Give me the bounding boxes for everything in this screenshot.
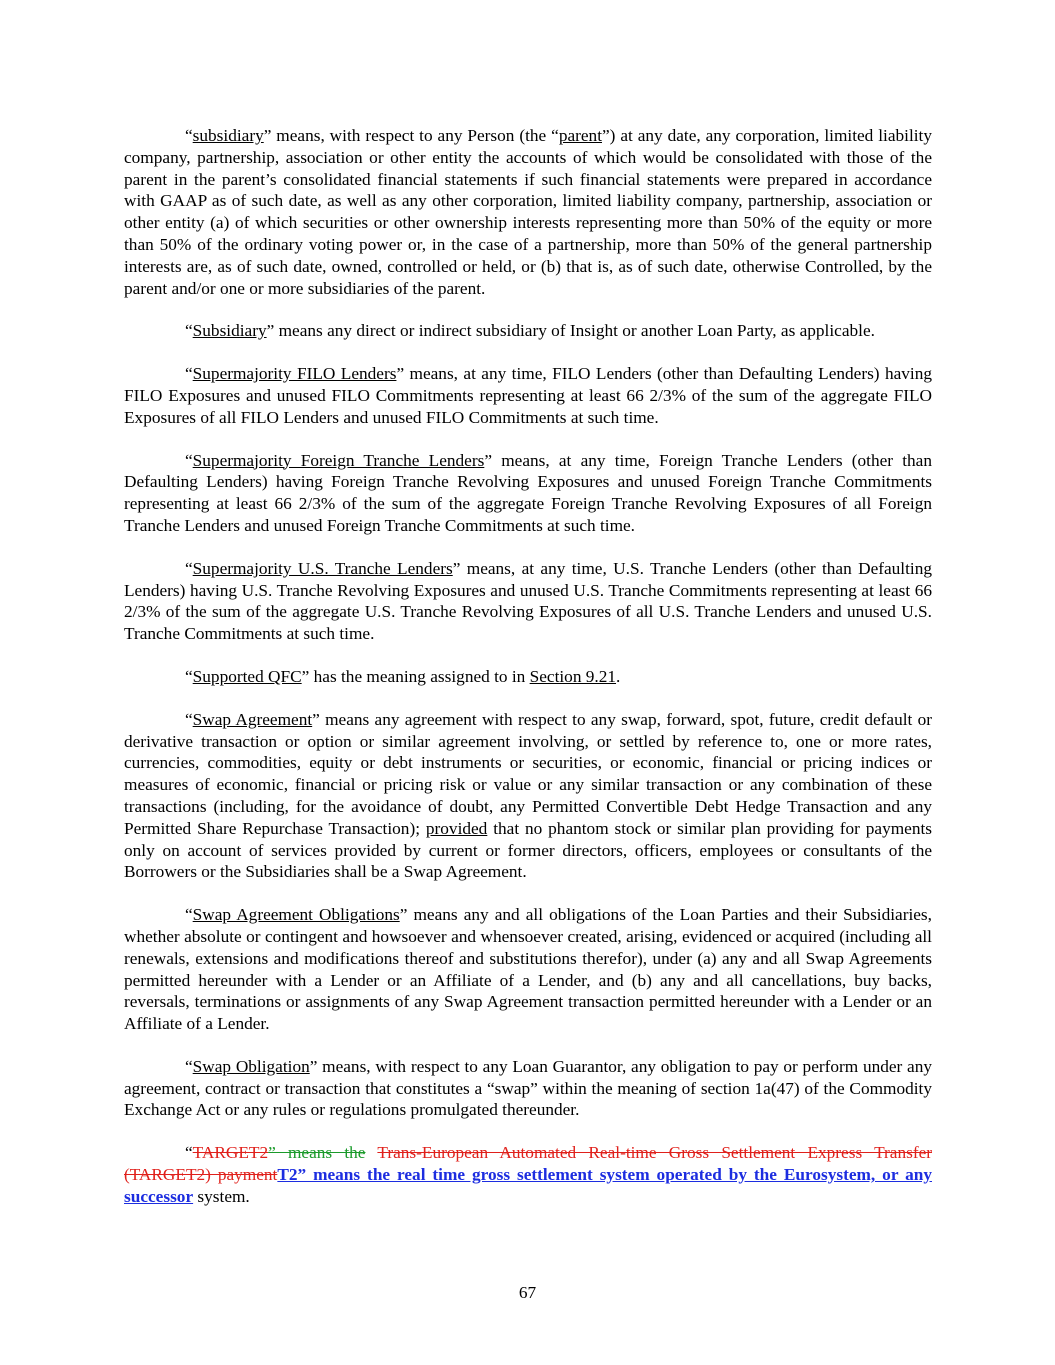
definition-text: ” means, with respect to any Person (the “ [263, 126, 559, 145]
defined-term: Swap Agreement Obligations [192, 905, 400, 925]
open-quote: “ [185, 558, 193, 578]
defined-term: Subsidiary [192, 321, 267, 341]
definition-supermajority-foreign-tranche-lenders [124, 450, 932, 537]
defined-term: Supermajority U.S. Tranche Lenders [192, 558, 453, 578]
open-quote: “ [185, 450, 193, 470]
definition-text: ”) at any date, any corporation, limited liability company, partnership, association or other entity the accounts of which would be consolidated with those of the parent in the parent’s consolidated financial statements if such financial statements were prepared in accordance with GAAP as of such date, as well as any other corporation, limited liability company, partnership, association or other entity (a) of which securities or other ownership interests representing more than 50% of the equity or more than 50% of the ordinary voting power or, in the case of a partnership, more than 50% of the general partnership interests are, as of such date, owned, controlled or held, or (b) that is, as of such date, otherwise Controlled, by the parent and/or one or more subsidiaries of the parent. [124, 126, 932, 298]
open-quote: “ [185, 364, 193, 384]
definition-text: ” means, at any time, FILO Lenders (other than Defaulting Lenders) having FILO Exposures and unused FILO Commitments representing at least 66 2/3% of the sum of the aggregate FILO Exposures of all FILO Lenders and unused FILO Commitments at such time. [124, 364, 932, 427]
definition-text: ” means any and all obligations of the Loan Parties and their Subsidiaries, whether absolute or contingent and howsoever and whensoever created, arising, evidenced or acquired (including all renewals, extensions and modifications thereof and substitutions therefor), under (a) any and all Swap Agreements permitted hereunder with a Lender or an Affiliate of a Lender, and (b) any and all cancellations, buy backs, reversals, terminations or assignments of any Swap Agreement transaction permitted hereunder with a Lender or an Affiliate of a Lender. [124, 905, 932, 1034]
definition-text: ” means, at any time, U.S. Tranche Lenders (other than Defaulting Lenders) having U.S. Tranche Revolving Exposures and unused U.S. Tranche Commitments representing at least 66 2/3% of the sum of the aggregate U.S. Tranche Revolving Exposures of all U.S. Tranche Lenders and unused U.S. Tranche Commitments at such time. [124, 558, 932, 644]
defined-term: Supermajority Foreign Tranche Lenders [192, 450, 485, 470]
open-quote: “ [185, 126, 193, 145]
definition-target2-redline [124, 1142, 932, 1207]
definition-text: ” means, with respect to any Loan Guarantor, any obligation to pay or perform under any agreement, contract or transaction that constitutes a “swap” within the meaning of section 1a(47) of the Commodity Exchange Act or any rules or regulations promulgated thereunder. [124, 1056, 932, 1120]
definition-text: ” means any agreement with respect to any swap, forward, spot, future, credit default or derivative transaction or option or similar agreement involving, or settled by reference to, one or more rates, currencies, commodities, equity or debt instruments or securities, or economic, financial or pricing indices or measures of economic, financial or pricing risk or value or any similar transaction or any combination of these transactions (including, for the avoidance of doubt, any Permitted Convertible Debt Hedge Transaction and any Permitted Share Repurchase Transaction); [124, 709, 932, 838]
definition-end: . [616, 666, 621, 686]
inserted-text: T2” means the real time gross settlement system operated by the Eurosystem, or any successor [124, 1165, 932, 1206]
definition-swap-obligation [124, 1056, 932, 1121]
page-number: 67 [518, 1283, 537, 1302]
defined-term: Swap Agreement [192, 709, 313, 729]
definition-subsidiary-capitalized [124, 320, 932, 342]
open-quote: “ [185, 709, 193, 729]
definition-subsidiary [124, 125, 932, 299]
defined-term: subsidiary [192, 126, 264, 145]
open-quote: “ [185, 1143, 193, 1163]
definition-supported-qfc [124, 666, 932, 688]
definition-text: ” means any direct or indirect subsidiary of Insight or another Loan Party, as applicable. [266, 321, 875, 341]
section-reference: Section 9.21 [529, 666, 617, 686]
definition-text: that no phantom stock or similar plan providing for payments only on account of services provided by current or former directors, officers, employees or consultants of the Borrowers or the Subsidiaries shall be a Swap Agreement. [124, 818, 933, 882]
open-quote: “ [185, 905, 193, 925]
space [365, 1143, 377, 1162]
defined-term: Supermajority FILO Lenders [192, 364, 397, 384]
open-quote: “ [185, 1056, 193, 1076]
document-page [124, 125, 932, 1229]
provided-term: provided [425, 818, 488, 838]
definition-text: ” has the meaning assigned to in [301, 666, 530, 686]
definition-supermajority-filo-lenders [124, 363, 932, 428]
deleted-means: ” means the [268, 1143, 366, 1163]
definition-swap-agreement-obligations [124, 904, 932, 1035]
deleted-term: TARGET2 [192, 1143, 269, 1163]
deleted-text: Trans-European Automated Real-time Gross Settlement Express Transfer (TARGET2) payment [124, 1143, 932, 1185]
open-quote: “ [185, 666, 193, 686]
open-quote: “ [185, 321, 193, 341]
defined-term: Swap Obligation [192, 1056, 310, 1076]
definition-swap-agreement [124, 709, 932, 883]
definition-text: ” means, at any time, Foreign Tranche Lenders (other than Defaulting Lenders) having Foreign Tranche Revolving Exposures and unused Foreign Tranche Commitments representing at least 66 2/3% of the sum of the aggregate Foreign Tranche Revolving Exposures of all Foreign Tranche Lenders and unused Foreign Tranche Commitments at such time. [124, 450, 932, 535]
defined-term-parent: parent [558, 126, 602, 145]
definition-supermajority-us-tranche-lenders [124, 558, 932, 645]
defined-term: Supported QFC [192, 666, 302, 686]
definition-end: system. [193, 1186, 250, 1206]
